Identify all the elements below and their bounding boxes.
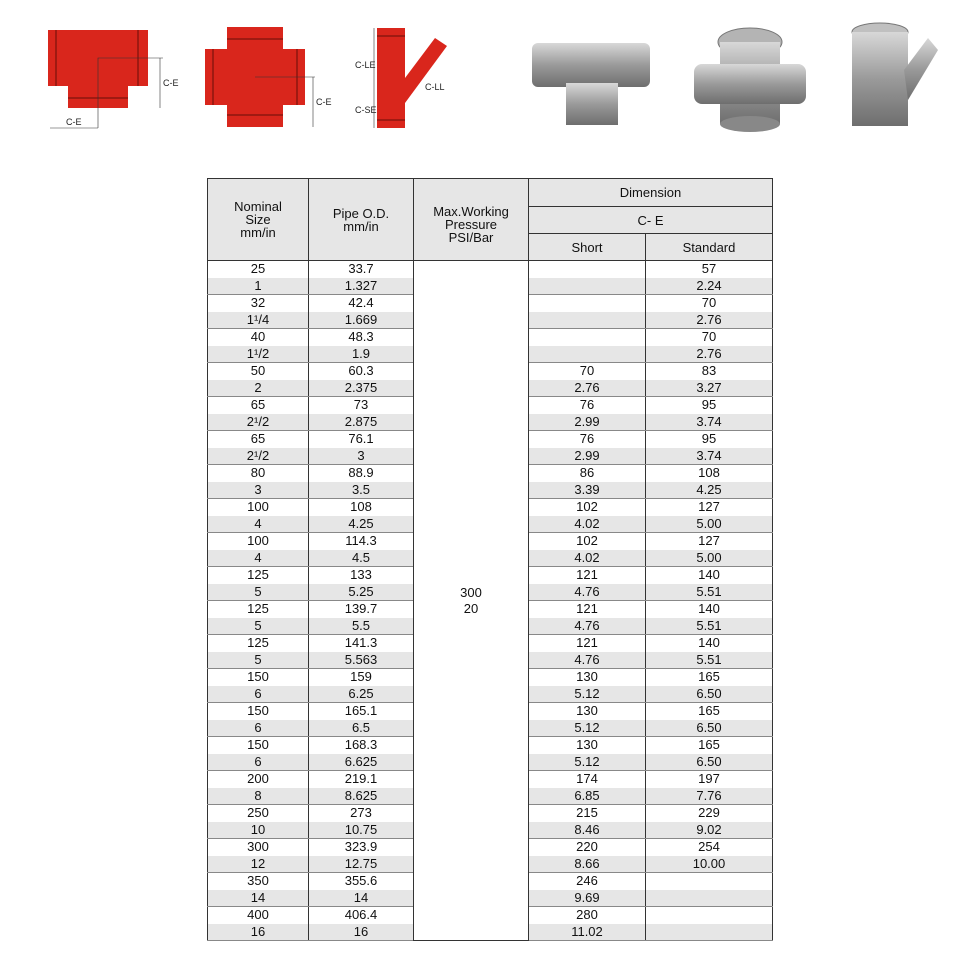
short-in-cell: 9.69 xyxy=(529,890,646,907)
od-in-cell: 3 xyxy=(309,448,414,465)
short-in-cell: 3.39 xyxy=(529,482,646,499)
dim-label: C-LE xyxy=(355,60,376,70)
standard-in-cell: 7.76 xyxy=(646,788,773,805)
nominal-mm-cell: 350 xyxy=(208,873,309,890)
nominal-in-cell: 5 xyxy=(208,584,309,601)
short-mm-cell: 76 xyxy=(529,431,646,448)
short-in-cell: 5.12 xyxy=(529,720,646,737)
col-pipe-od: Pipe O.D. mm/in xyxy=(309,179,414,261)
od-mm-cell: 60.3 xyxy=(309,363,414,380)
od-mm-cell: 48.3 xyxy=(309,329,414,346)
nominal-in-cell: 6 xyxy=(208,754,309,771)
short-mm-cell: 215 xyxy=(529,805,646,822)
nominal-mm-cell: 50 xyxy=(208,363,309,380)
standard-mm-cell: 165 xyxy=(646,703,773,720)
pressure-cell xyxy=(414,261,529,941)
standard-mm-cell: 140 xyxy=(646,601,773,618)
standard-in-cell: 2.76 xyxy=(646,346,773,363)
nominal-in-cell: 14 xyxy=(208,890,309,907)
standard-mm-cell: 70 xyxy=(646,329,773,346)
col-dimension: Dimension xyxy=(529,179,773,207)
od-mm-cell: 42.4 xyxy=(309,295,414,312)
nominal-in-cell: 4 xyxy=(208,516,309,533)
short-mm-cell xyxy=(529,329,646,346)
short-in-cell: 2.76 xyxy=(529,380,646,397)
steel-cross-photo xyxy=(690,20,810,132)
standard-in-cell: 3.27 xyxy=(646,380,773,397)
od-mm-cell: 219.1 xyxy=(309,771,414,788)
od-mm-cell: 168.3 xyxy=(309,737,414,754)
od-in-cell: 8.625 xyxy=(309,788,414,805)
short-in-cell: 5.12 xyxy=(529,686,646,703)
nominal-in-cell: 5 xyxy=(208,618,309,635)
col-standard: Standard xyxy=(646,234,773,261)
dim-label: C-SE xyxy=(355,105,377,115)
standard-in-cell: 6.50 xyxy=(646,686,773,703)
standard-in-cell: 5.51 xyxy=(646,618,773,635)
standard-mm-cell: 95 xyxy=(646,431,773,448)
red-lateral-wye-diagram xyxy=(355,28,455,133)
short-in-cell: 11.02 xyxy=(529,924,646,941)
od-in-cell: 12.75 xyxy=(309,856,414,873)
standard-mm-cell: 140 xyxy=(646,635,773,652)
standard-mm-cell xyxy=(646,907,773,924)
short-mm-cell: 174 xyxy=(529,771,646,788)
od-mm-cell: 108 xyxy=(309,499,414,516)
od-in-cell: 6.5 xyxy=(309,720,414,737)
standard-mm-cell: 127 xyxy=(646,499,773,516)
short-in-cell: 4.02 xyxy=(529,550,646,567)
short-in-cell: 8.46 xyxy=(529,822,646,839)
short-in-cell: 4.02 xyxy=(529,516,646,533)
nominal-in-cell: 3 xyxy=(208,482,309,499)
od-in-cell: 10.75 xyxy=(309,822,414,839)
nominal-mm-cell: 125 xyxy=(208,601,309,618)
nominal-in-cell: 4 xyxy=(208,550,309,567)
od-in-cell: 3.5 xyxy=(309,482,414,499)
nominal-mm-cell: 400 xyxy=(208,907,309,924)
nominal-in-cell: 5 xyxy=(208,652,309,669)
nominal-in-cell: 12 xyxy=(208,856,309,873)
dim-label: C-E xyxy=(66,117,82,127)
od-mm-cell: 88.9 xyxy=(309,465,414,482)
nominal-in-cell: 1¹/4 xyxy=(208,312,309,329)
nominal-in-cell: 8 xyxy=(208,788,309,805)
od-in-cell: 4.25 xyxy=(309,516,414,533)
od-mm-cell: 133 xyxy=(309,567,414,584)
nominal-in-cell: 16 xyxy=(208,924,309,941)
short-in-cell: 4.76 xyxy=(529,652,646,669)
col-ce: C- E xyxy=(529,207,773,234)
standard-mm-cell: 83 xyxy=(646,363,773,380)
nominal-mm-cell: 250 xyxy=(208,805,309,822)
short-mm-cell xyxy=(529,261,646,278)
short-mm-cell: 246 xyxy=(529,873,646,890)
short-mm-cell: 121 xyxy=(529,635,646,652)
short-in-cell: 5.12 xyxy=(529,754,646,771)
short-in-cell xyxy=(529,346,646,363)
nominal-mm-cell: 300 xyxy=(208,839,309,856)
nominal-mm-cell: 100 xyxy=(208,499,309,516)
od-in-cell: 2.375 xyxy=(309,380,414,397)
od-in-cell: 14 xyxy=(309,890,414,907)
od-in-cell: 2.875 xyxy=(309,414,414,431)
od-mm-cell: 33.7 xyxy=(309,261,414,278)
od-mm-cell: 141.3 xyxy=(309,635,414,652)
od-mm-cell: 139.7 xyxy=(309,601,414,618)
short-mm-cell: 130 xyxy=(529,737,646,754)
od-mm-cell: 159 xyxy=(309,669,414,686)
standard-mm-cell: 254 xyxy=(646,839,773,856)
standard-mm-cell: 165 xyxy=(646,737,773,754)
standard-in-cell: 5.51 xyxy=(646,584,773,601)
od-in-cell: 1.669 xyxy=(309,312,414,329)
red-tee-diagram xyxy=(48,28,193,133)
nominal-in-cell: 2 xyxy=(208,380,309,397)
standard-mm-cell: 140 xyxy=(646,567,773,584)
standard-mm-cell: 57 xyxy=(646,261,773,278)
short-mm-cell: 70 xyxy=(529,363,646,380)
short-mm-cell: 121 xyxy=(529,601,646,618)
od-mm-cell: 323.9 xyxy=(309,839,414,856)
short-in-cell xyxy=(529,278,646,295)
standard-mm-cell: 95 xyxy=(646,397,773,414)
standard-in-cell: 5.00 xyxy=(646,550,773,567)
standard-mm-cell xyxy=(646,873,773,890)
od-mm-cell: 355.6 xyxy=(309,873,414,890)
short-mm-cell: 102 xyxy=(529,499,646,516)
nominal-in-cell: 10 xyxy=(208,822,309,839)
standard-mm-cell: 197 xyxy=(646,771,773,788)
standard-in-cell: 3.74 xyxy=(646,414,773,431)
od-mm-cell: 114.3 xyxy=(309,533,414,550)
short-in-cell: 4.76 xyxy=(529,584,646,601)
col-short: Short xyxy=(529,234,646,261)
short-mm-cell: 280 xyxy=(529,907,646,924)
nominal-mm-cell: 80 xyxy=(208,465,309,482)
dimension-table xyxy=(207,178,773,941)
nominal-in-cell: 6 xyxy=(208,720,309,737)
pressure-psi: 300 xyxy=(460,584,482,600)
pressure-bar: 20 xyxy=(463,600,479,616)
od-mm-cell: 273 xyxy=(309,805,414,822)
short-mm-cell: 130 xyxy=(529,669,646,686)
col-nominal-size: Nominal Size mm/in xyxy=(208,179,309,261)
od-mm-cell: 165.1 xyxy=(309,703,414,720)
nominal-mm-cell: 150 xyxy=(208,703,309,720)
od-in-cell: 6.625 xyxy=(309,754,414,771)
standard-in-cell: 2.76 xyxy=(646,312,773,329)
short-mm-cell: 220 xyxy=(529,839,646,856)
nominal-mm-cell: 125 xyxy=(208,635,309,652)
nominal-mm-cell: 65 xyxy=(208,431,309,448)
short-in-cell: 4.76 xyxy=(529,618,646,635)
nominal-mm-cell: 100 xyxy=(208,533,309,550)
short-mm-cell: 130 xyxy=(529,703,646,720)
nominal-in-cell: 1 xyxy=(208,278,309,295)
standard-in-cell: 9.02 xyxy=(646,822,773,839)
steel-tee-photo xyxy=(528,35,658,130)
od-in-cell: 16 xyxy=(309,924,414,941)
od-in-cell: 1.9 xyxy=(309,346,414,363)
short-mm-cell: 76 xyxy=(529,397,646,414)
od-mm-cell: 406.4 xyxy=(309,907,414,924)
standard-in-cell xyxy=(646,890,773,907)
standard-in-cell: 2.24 xyxy=(646,278,773,295)
nominal-mm-cell: 65 xyxy=(208,397,309,414)
standard-in-cell xyxy=(646,924,773,941)
nominal-mm-cell: 40 xyxy=(208,329,309,346)
standard-mm-cell: 165 xyxy=(646,669,773,686)
short-mm-cell: 102 xyxy=(529,533,646,550)
short-in-cell: 2.99 xyxy=(529,414,646,431)
od-in-cell: 5.5 xyxy=(309,618,414,635)
nominal-in-cell: 2¹/2 xyxy=(208,414,309,431)
nominal-mm-cell: 25 xyxy=(208,261,309,278)
nominal-mm-cell: 150 xyxy=(208,737,309,754)
od-mm-cell: 76.1 xyxy=(309,431,414,448)
short-in-cell xyxy=(529,312,646,329)
short-mm-cell: 121 xyxy=(529,567,646,584)
od-in-cell: 1.327 xyxy=(309,278,414,295)
nominal-in-cell: 6 xyxy=(208,686,309,703)
nominal-mm-cell: 150 xyxy=(208,669,309,686)
standard-mm-cell: 127 xyxy=(646,533,773,550)
standard-mm-cell: 70 xyxy=(646,295,773,312)
dim-label: C-LL xyxy=(425,82,445,92)
od-in-cell: 5.25 xyxy=(309,584,414,601)
od-in-cell: 4.5 xyxy=(309,550,414,567)
short-mm-cell: 86 xyxy=(529,465,646,482)
standard-in-cell: 5.51 xyxy=(646,652,773,669)
steel-lateral-photo xyxy=(848,20,938,132)
red-cross-diagram xyxy=(205,27,345,132)
short-mm-cell xyxy=(529,295,646,312)
standard-in-cell: 4.25 xyxy=(646,482,773,499)
dim-label: C-E xyxy=(163,78,179,88)
dim-label: C-E xyxy=(316,97,332,107)
nominal-in-cell: 2¹/2 xyxy=(208,448,309,465)
table-row xyxy=(208,261,773,278)
nominal-mm-cell: 125 xyxy=(208,567,309,584)
standard-mm-cell: 229 xyxy=(646,805,773,822)
standard-in-cell: 3.74 xyxy=(646,448,773,465)
col-pressure: Max.Working Pressure PSI/Bar xyxy=(414,179,529,261)
od-in-cell: 6.25 xyxy=(309,686,414,703)
standard-in-cell: 6.50 xyxy=(646,720,773,737)
standard-in-cell: 10.00 xyxy=(646,856,773,873)
standard-mm-cell: 108 xyxy=(646,465,773,482)
nominal-in-cell: 1¹/2 xyxy=(208,346,309,363)
standard-in-cell: 6.50 xyxy=(646,754,773,771)
short-in-cell: 8.66 xyxy=(529,856,646,873)
od-mm-cell: 73 xyxy=(309,397,414,414)
short-in-cell: 2.99 xyxy=(529,448,646,465)
short-in-cell: 6.85 xyxy=(529,788,646,805)
standard-in-cell: 5.00 xyxy=(646,516,773,533)
od-in-cell: 5.563 xyxy=(309,652,414,669)
nominal-mm-cell: 32 xyxy=(208,295,309,312)
nominal-mm-cell: 200 xyxy=(208,771,309,788)
